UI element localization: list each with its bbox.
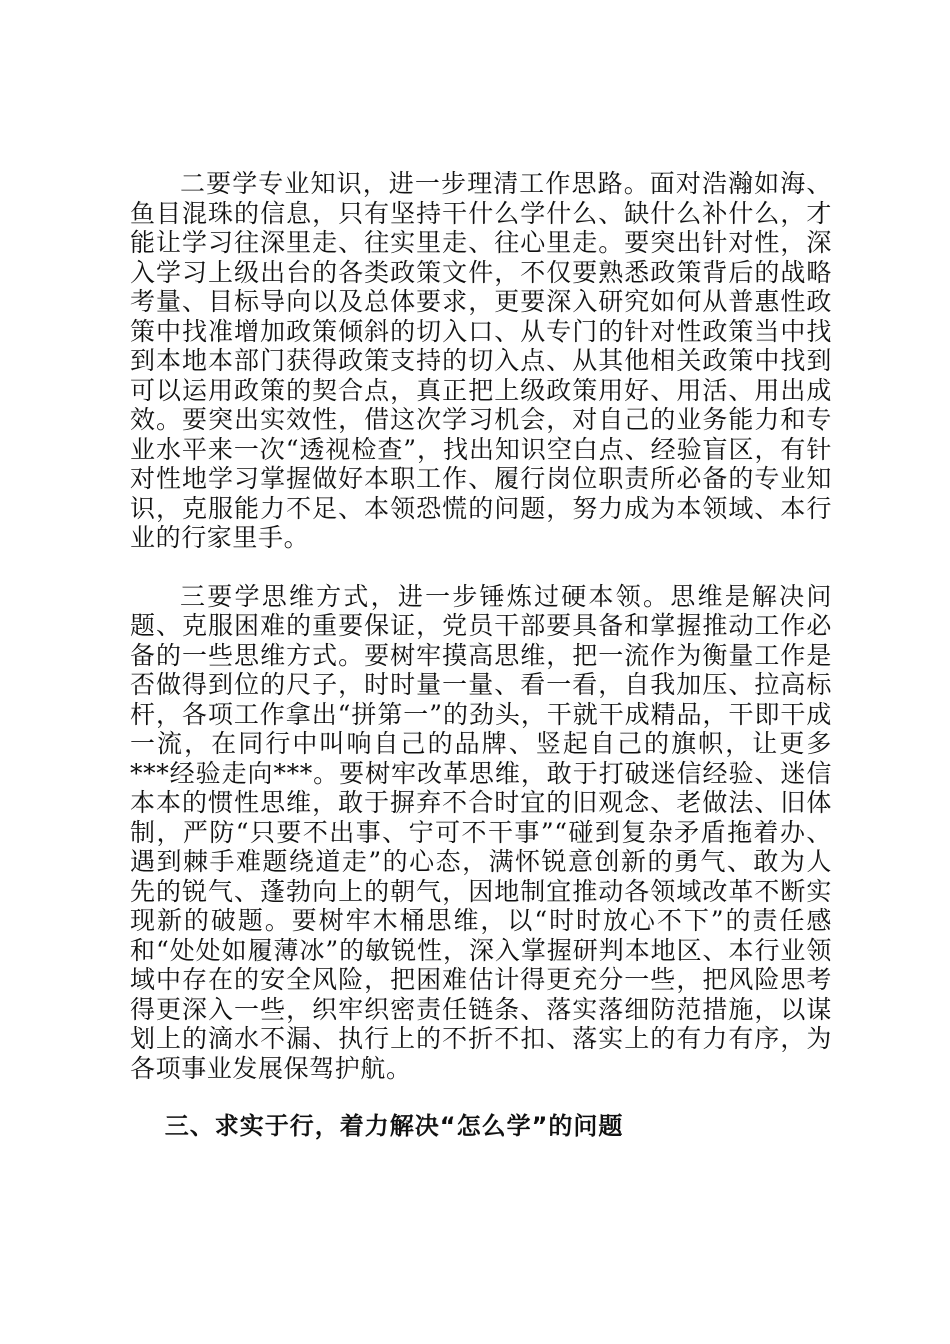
document-body — [130, 169, 832, 1142]
section-heading: 三、求实于行，着力解决“怎么学”的问题 — [164, 1112, 624, 1140]
paragraph-thinking-methods: 三要学思维方式，进一步锤炼过硬本领。思维是解决问题、克服困难的重要保证，党员干部要具备和掌握推动工作必备的一些思维方式。要树牢摸高思维，把一流作为衡量工作是否做得到位的尺子，时时量一量、看一看，自我加压、拉高标杆，各项工作拿出“拼第一”的劲头，干就干成精品，干即干成一流，在同行中叫响自己的品牌、竖起自己的旗帜，让更多***经验走向***。要树牢改革思维，敢于打破迷信经验、迷信本本的惯性思维，敢于摒弃不合时宜的旧观念、老做法、旧体制，严防“只要不出事、宁可不干事”“碰到复杂矛盾拖着办、遇到棘手难题绕道走”的心态，满怀锐意创新的勇气、敢为人先的锐气、蓬勃向上的朝气，因地制宜推动各领域改革不断实现新的破题。要树牢木桶思维，以“时时放心不下”的责任感和“处处如履薄冰”的敏锐性，深入掌握研判本地区、本行业领域中存在的安全风险，把困难估计得更充分一些，把风险思考得更深入一些，织牢织密责任链条、落实落细防范措施，以谋划上的滴水不漏、执行上的不折不扣、落实上的有力有序，为各项事业发展保驾护航。 — [130, 581, 832, 1083]
paragraph-professional-knowledge: 二要学专业知识，进一步理清工作思路。面对浩瀚如海、鱼目混珠的信息，只有坚持干什么学什么、缺什么补什么，才能让学习往深里走、往实里走、往心里走。要突出针对性，深入学习上级出台的各类政策文件，不仅要熟悉政策背后的战略考量、目标导向以及总体要求，更要深入研究如何从普惠性政策中找准增加政策倾斜的切入口、从专门的针对性政策当中找到本地本部门获得政策支持的切入点、从其他相关政策中找到可以运用政策的契合点，真正把上级政策用好、用活、用出成效。要突出实效性，借这次学习机会，对自己的业务能力和专业水平来一次“透视检查”，找出知识空白点、经验盲区，有针对性地学习掌握做好本职工作、履行岗位职责所必备的专业知识，克服能力不足、本领恐慌的问题，努力成为本领域、本行业的行家里手。 — [130, 169, 832, 552]
